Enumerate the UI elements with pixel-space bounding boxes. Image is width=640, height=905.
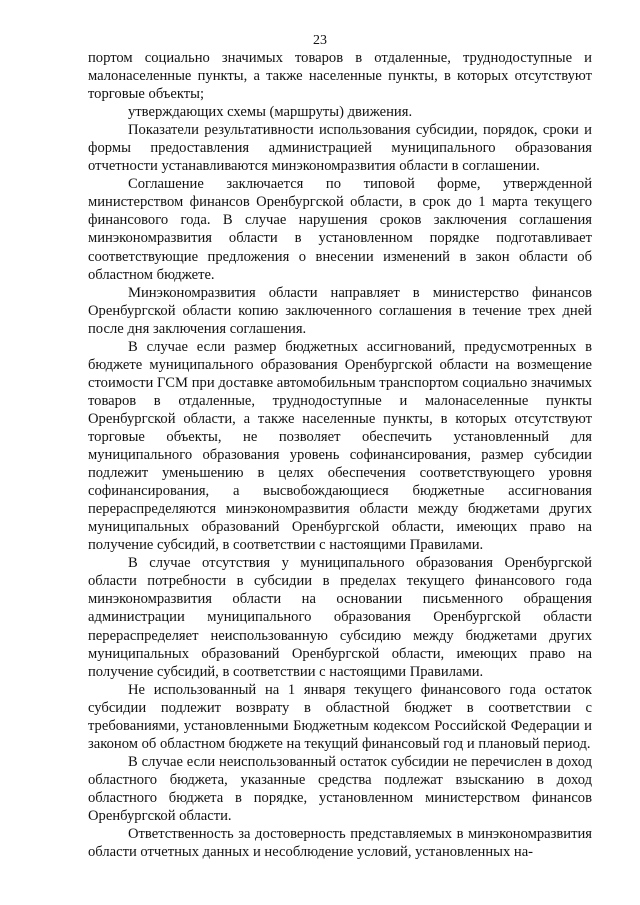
paragraph: Не использованный на 1 января текущего финансового года остаток субсидии подлежит возврату в областной бюджет в соответствии с требованиями, установленными Бюджетным кодексом Российской Федерации и законом об областном бюджете на текущий финансовый год и плановый период.	[88, 681, 592, 752]
paragraph: В случае отсутствия у муниципального образования Оренбургской области потребности в субсидии в пределах текущего финансового года минэкономразвития области на основании письменного обращения администрации муниципального образования Оренбургской области перераспределяет неиспользованную субсидию между бюджетами других муниципальных образований Оренбургской области, имеющих право на получение субсидий, в соответствии с настоящими Правилами.	[88, 555, 592, 680]
document-body	[88, 49, 592, 861]
page-number: 23	[313, 33, 327, 48]
paragraph: утверждающих схемы (маршруты) движения.	[128, 104, 413, 121]
paragraph: В случае если размер бюджетных ассигнований, предусмотренных в бюджете муниципального образования Оренбургской области на возмещение стоимости ГСМ при доставке автомобильным транспортом социально значимых товаров в отдаленные, труднодоступные и малонаселенные пункты Оренбургской области, а также населенные пункты, в которых отсутствуют торговые объекты, не позволяет обеспечить установленный для муниципального образования уровень софинансирования, размер субсидии подлежит уменьшению в целях обеспечения соответствующего уровня софинансирования, а высвобождающиеся бюджетные ассигнования перераспределяются минэкономразвития области между бюджетами других муниципальных образований Оренбургской области, имеющих право на получение субсидий, в соответствии с настоящими Правилами.	[88, 338, 592, 554]
paragraph: В случае если неиспользованный остаток субсидии не перечислен в доход областного бюджета, указанные средства подлежат взысканию в доход областного бюджета в порядке, установленном министерством финансов Оренбургской области.	[88, 753, 592, 824]
paragraph: Показатели результативности использования субсидии, порядок, сроки и формы предоставления администрацией муниципального образования отчетности устанавливаются минэкономразвития области в соглашении.	[88, 122, 592, 175]
paragraph: портом социально значимых товаров в отдаленные, труднодоступные и малонаселенные пункты, а также населенные пункты, в которых отсутствуют торговые объекты;	[88, 50, 592, 103]
paragraph: Минэкономразвития области направляет в министерство финансов Оренбургской области копию заключенного соглашения в течение трех дней после дня заключения соглашения.	[88, 284, 592, 337]
paragraph: Соглашение заключается по типовой форме, утвержденной министерством финансов Оренбургской области, в срок до 1 марта текущего финансового года. В случае нарушения сроков заключения соглашения минэкономразвития области в установленном порядке подготавливает соответствующие предложения о внесении изменений в закон области об областном бюджете.	[88, 176, 592, 283]
paragraph: Ответственность за достоверность представляемых в минэкономразвития области отчетных данных и несоблюдение условий, установленных на-	[88, 826, 592, 861]
